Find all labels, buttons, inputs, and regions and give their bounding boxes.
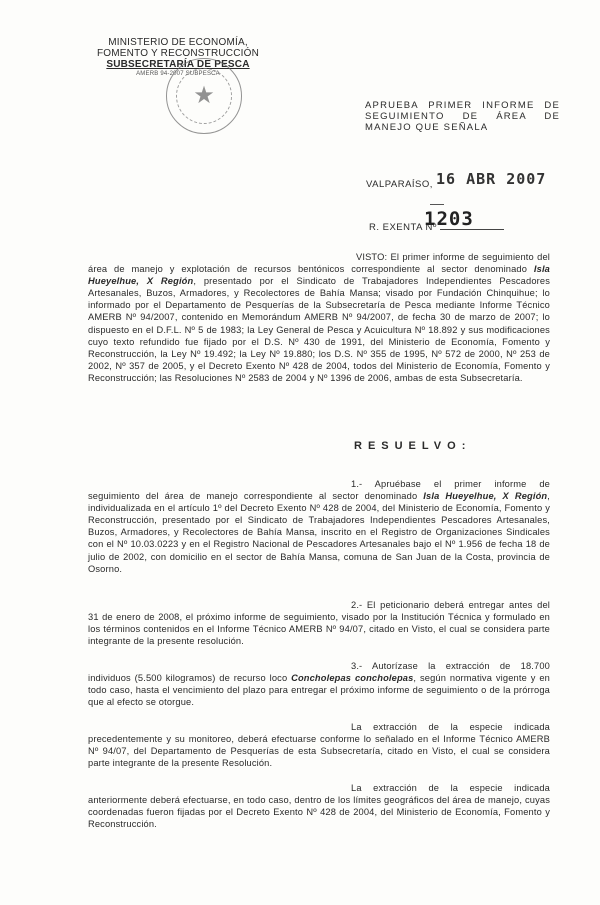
article-1-sector: Isla Hueyelhue, X Región [423,491,548,502]
sector-name: Isla Hueyelhue, X Región [88,264,550,287]
reference-line: AMERB 94-2007 SUBPESCA [136,71,220,77]
visto-paragraph: VISTO: El primer informe de seguimiento del área de manejo y explotación de recursos bentónicos correspondiente al sector denominado Isla Hueyelhue, X Región, presentado por el Sindicato de Trabajadores Independientes Pescadores Artesanales, Buzos, Armadores, y Recolectores de Bahía Mansa; visado por Fundación Chinquihue; lo informado por el Departamento de Pesquerías de la Subsecretaría de Pesca mediante Informe Técnico AMERB Nº 94/2007, contenido en Memorándum AMERB Nº 94/2007, de fecha 30 de marzo de 2007; lo dispuesto en el D.F.L. Nº 5 de 1983; la Ley General de Pesca y Acuicultura Nº 18.892 y sus modificaciones cuyo texto refundido fue fijado por el D.S. Nº 430 de 1991, del Ministerio de Economía, Fomento y Reconstrucción, la Ley Nº 19.492; la Ley Nº 19.880; los D.S. Nº 355 de 1995, Nº 572 de 2000, Nº 253 de 2002, Nº 357 de 2005, y el Decreto Exento Nº 428 de 2004, todos del Ministerio de Economía, Fomento y Reconstrucción; las Resoluciones Nº 2583 de 2004 y Nº 1396 de 2006, ambas de esta Subsecretaría. [88,252,551,383]
paragraph-extraccion: La extracción de la especie indicada precedentemente y su monitoreo, deberá efectuarse conforme lo señalado en el Informe Técnico AMERB Nº 94/07, del Departamento de Pesquerías de esta Subsecretaría, citado en Visto, el cual se considera parte integrante de la presente Resolución. [88,722,550,769]
stamp-dash [430,204,444,205]
resolution-number-stamp: 1203 [424,208,474,230]
subsecretaria-line: SUBSECRETARÍA DE PESCA [106,59,250,70]
article-1: 1.- Apruébase el primer informe de seguimiento del área de manejo correspondiente al sector denominado Isla Hueyelhue, X Región, individualizada en el artículo 1º del Decreto Exento Nº 428 de 2004, del Ministerio de Economía, Fomento y Reconstrucción, presentado por el Sindicato de Trabajadores Independientes Pescadores Artesanales, Buzos, Armadores, y Recolectores de Bahía Mansa, inscrito en el Registro de Organizaciones Sindicales con el Nº 10.03.0223 y en el Registro Nacional de Pescadores Artesanales bajo el Nº 1.956 de fecha 18 de julio de 2002, con domicilio en el sector de Bahía Mansa, comuna de San Juan de la Costa, provincia de Osorno. [88,479,550,574]
ministry-line-1: MINISTERIO DE ECONOMÍA, [108,37,248,48]
article-3: 3.- Autorízase la extracción de 18.700 individuos (5.500 kilogramos) de recurso loco Concholepas concholepas, según normativa vigente y en todo caso, hasta el vencimiento del plazo para entregar el próximo informe de seguimiento o de la prórroga que al efecto se otorgue. [88,661,550,708]
place-label: VALPARAÍSO, [366,179,433,190]
species-name: Concholepas concholepas [291,673,414,684]
date-stamp: 16 ABR 2007 [436,170,547,188]
subject-block: APRUEBA PRIMER INFORME DE SEGUIMIENTO DE ÁREA DE MANEJO QUE SEÑALA [365,100,560,133]
visto-lead: VISTO: [356,252,388,262]
resolution-label: R. EXENTA Nº [369,222,437,233]
seal-icon: ★ [166,58,242,134]
paragraph-limites: La extracción de la especie indicada anteriormente deberá efectuarse, en todo caso, dentro de los límites geográficos del área de manejo, cuyas coordenadas fueron fijadas por el Decreto Exento Nº 428 de 2004, del Ministerio de Economía, Fomento y Reconstrucción. [88,783,550,830]
resuelvo-heading: RESUELVO: [354,440,472,452]
ministry-line-2: FOMENTO Y RECONSTRUCCIÓN [96,48,260,59]
article-2: 2.- El peticionario deberá entregar antes del 31 de enero de 2008, el próximo informe de seguimiento, visado por la Institución Técnica y formulado en los términos contenidos en el Informe Técnico AMERB Nº 94/07, citado en Visto, el cual se considera parte integrante de la presente resolución. [88,600,550,647]
